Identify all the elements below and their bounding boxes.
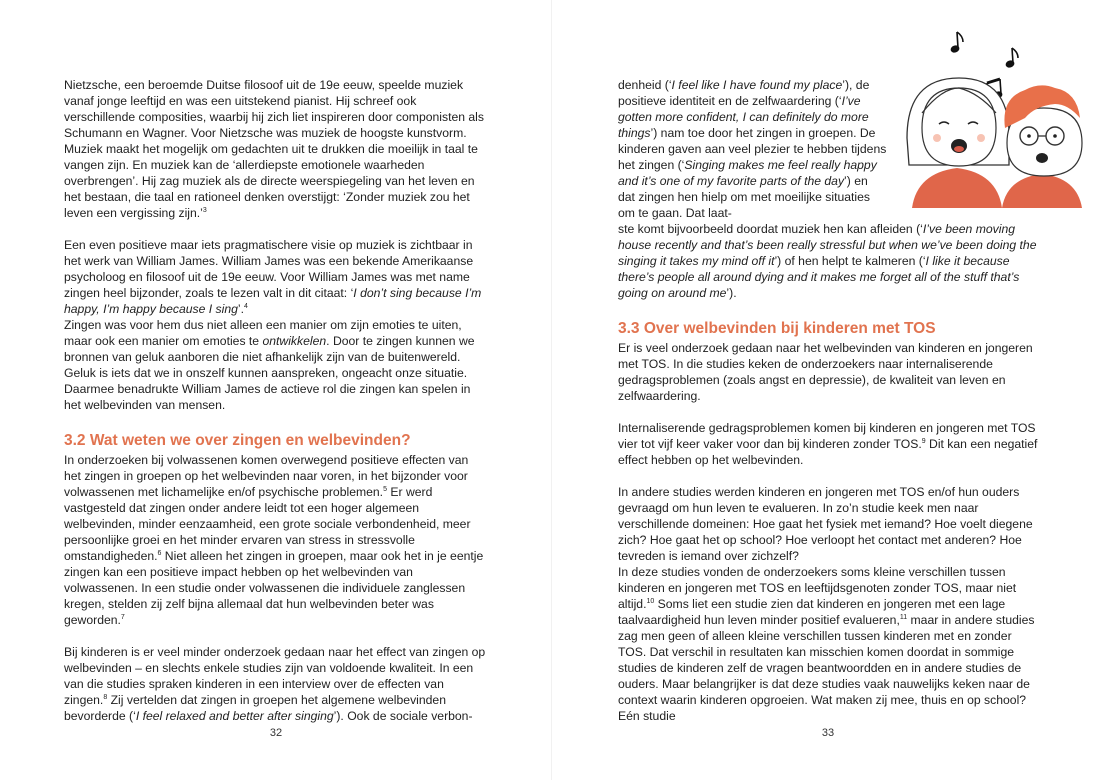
right-page [552,0,1104,780]
paragraph-gap [618,468,1040,484]
text-segment: Nietzsche, een beroemde Duitse filosoof uit de 19e eeuw, speelde muziek vanaf jonge leeftijd en was een uitstekend pianist. Hij schreef ook verschillende composities, waarbij hij zich liet inspireren door componisten als Schumann en Wagner. Voor Nietzsche was muziek de hoogste kunstvorm. Muziek maakt het mogelijk om gedachten uit te drukken die moeilijk in taal te vangen zijn. En muziek kan de ‘allerdiepste emotionele waarheden overbrengen’. Hij zag muziek als de directe weerspiegeling van het leven en het bestaan, die taal en rationeel denken overstijgt: ‘Zonder muziek zou het leven een vergissing zijn.’ [64,78,484,220]
text-segment: ’). Ook de sociale verbon- [333,709,473,723]
quote-text: I feel relaxed and better after singing [135,709,334,723]
body-paragraph [64,644,488,724]
text-segment: Bij kinderen is er veel minder onderzoek gedaan naar het effect van zingen op welbevinden – en slechts enkele studies zijn van voldoende kwaliteit. In een van die studies spraken kinderen in een interview over de effecten van zingen. [64,645,486,707]
section-heading: 3.2 Wat weten we over zingen en welbevinden? [64,432,411,449]
footnote-ref: 11 [899,613,908,621]
text-segment: Zingen was voor hem dus niet alleen een manier om zijn emoties te uiten, maar ook een manier om emoties te [64,318,462,348]
paragraph-gap [618,301,1040,317]
text-segment: ’) nam toe door het zingen in groepen. De kinderen gaven aan veel plezier te hebben tijdens het zingen (‘ [618,126,887,172]
paragraph-gap [618,404,1040,420]
text-segment: Er werd vastgesteld dat zingen onder andere leidt tot een hoger algemeen welbevinden, minder eenzaamheid, een grote sociale verbondenheid, meer persoonlijke groei en het minder ervaren van stress in stressvolle omstandigheden. [64,485,471,563]
body-paragraph [64,317,488,413]
paragraph-gap [64,221,488,237]
text-segment: Dit kan een negatief effect hebben op het welbevinden. [618,437,1038,467]
quote-text: Singing makes me feel really happy and it’s one of my favorite parts of the day [618,158,877,188]
body-paragraph [618,564,1040,724]
footnote-ref: 8 [103,693,108,701]
text-segment: Soms liet een studie zien dat kinderen en jongeren met een lage taalvaardigheid hun leven minder positief evalueren, [618,597,1006,627]
body-paragraph [618,340,1040,404]
left-text-column [64,77,488,724]
footnote-ref: 7 [120,613,125,621]
text-segment: ’. [237,302,244,316]
quote-text: ontwikkelen [262,334,327,348]
body-paragraph [618,77,888,221]
quote-text: I don’t sing because I’m happy, I’m happy because I sing [64,286,482,316]
quote-text: I feel like I have found my place [671,78,843,92]
footnote-ref: 4 [244,302,248,310]
body-paragraph [64,452,488,628]
footnote-ref: 5 [383,485,387,493]
text-segment: ’). [726,286,737,300]
footnote-ref: 3 [202,206,207,214]
footnote-ref: 6 [157,549,162,557]
right-text-column [618,77,1040,724]
text-segment: denheid (‘ [618,78,672,92]
section-heading: 3.3 Over welbevinden bij kinderen met TOS [618,320,936,337]
page-number-right: 33 [821,727,835,739]
text-segment: Er is veel onderzoek gedaan naar het welbevinden van kinderen en jongeren met TOS. In die studies keken de onderzoekers naar internaliserende gedragsproblemen (zoals angst en depressie), de kwaliteit van leven en zelfwaardering. [618,341,1033,403]
body-paragraph [618,221,1040,301]
text-segment: ste komt bijvoorbeeld doordat muziek hen kan afleiden (‘ [618,222,923,236]
footnote-ref: 9 [921,437,926,445]
text-segment: Zij vertelden dat zingen in groepen het algemene welbevinden bevorderde (‘ [64,693,446,723]
text-segment: . Door te zingen kunnen we bronnen van geluk aanboren die niet afhankelijk zijn van de buitenwereld. Geluk is iets dat we in onszelf kunnen aanspreken, ongeacht onze situatie. Daarmee benadrukte William James de actieve rol die zingen kan spelen in het welbevinden van mensen. [64,334,475,412]
text-segment: Een even positieve maar iets pragmatischere visie op muziek is zichtbaar in het werk van William James. William James was een bekende Amerikaanse psycholoog en filosoof uit de 19e eeuw. Voor William James was met name zingen heel bijzonder, zoals te lezen valt in dit citaat: ‘ [64,238,474,300]
quote-text: I’ve gotten more confident, I can definitely do more things [618,94,869,140]
text-segment: ’) en dat zingen hen hielp om met moeilijke situaties om te gaan. Dat laat- [618,174,871,220]
music-note-icon [1005,48,1018,68]
quote-text: I’ve been moving house recently and that’s been really stressful but when we’ve been doing the singing it takes my mind off it [618,222,1037,268]
footnote-ref: 10 [646,597,655,605]
text-segment: In deze studies vonden de onderzoekers soms kleine verschillen tussen kinderen en jongeren met TOS en leeftijdsgenoten zonder TOS, maar niet altijd. [618,565,1017,611]
text-segment: In andere studies werden kinderen en jongeren met TOS en/of hun ouders gevraagd om hun leven te evalueren. In zo’n studie keek men naar verschillende domeinen: Hoe gaat het fysiek met iemand? Hoe voelt diegene zich? Hoe gaat het op school? Hoe verloopt het contact met anderen? Hoe tevreden is iemand over zichzelf? [618,485,1033,563]
music-note-icon [950,32,963,53]
body-paragraph [64,237,488,317]
paragraph-gap [64,413,488,429]
paragraph-gap [64,628,488,644]
body-paragraph [618,484,1040,564]
body-paragraph [64,77,488,221]
quote-text: I like it because there’s people all around dying and it makes me forget all of the stuff that’s going on around me [618,254,1020,300]
text-segment: Internaliserende gedragsproblemen komen bij kinderen en jongeren met TOS vier tot vijf keer vaker voor dan bij kinderen zonder TOS. [618,421,1036,451]
text-segment: ’), de positieve identiteit en de zelfwaardering (‘ [618,78,870,108]
text-segment: maar in andere studies zag men geen of alleen kleine verschillen tussen kinderen met en zonder TOS. Dat verschil in resultaten kan misschien komen doordat in sommige studies de kinderen zelf de vragen beantwoordden en in andere studies de ouders. Maar belangrijker is dat deze studies vaak nauwelijks keken naar de context waarin kinderen opgroeien. Wat maken zij mee, thuis en op school? Eén studie [618,613,1035,723]
text-segment: Niet alleen het zingen in groepen, maar ook het in je eentje zingen kan een positieve impact hebben op het welbevinden van volwassenen. In een studie onder volwassenen die individuele zanglessen kregen, stelden zij zelf bijna allemaal dat hun welbevinden beter was geworden. [64,549,484,627]
text-segment: ’) of hen helpt te kalmeren (‘ [774,254,926,268]
page-number-left: 32 [269,727,283,739]
text-segment: In onderzoeken bij volwassenen komen overwegend positieve effecten van het zingen in groepen op het welbevinden naar voren, in het bijzonder voor volwassenen met lichamelijke en/of psychische problemen. [64,453,469,499]
body-paragraph [618,420,1040,468]
